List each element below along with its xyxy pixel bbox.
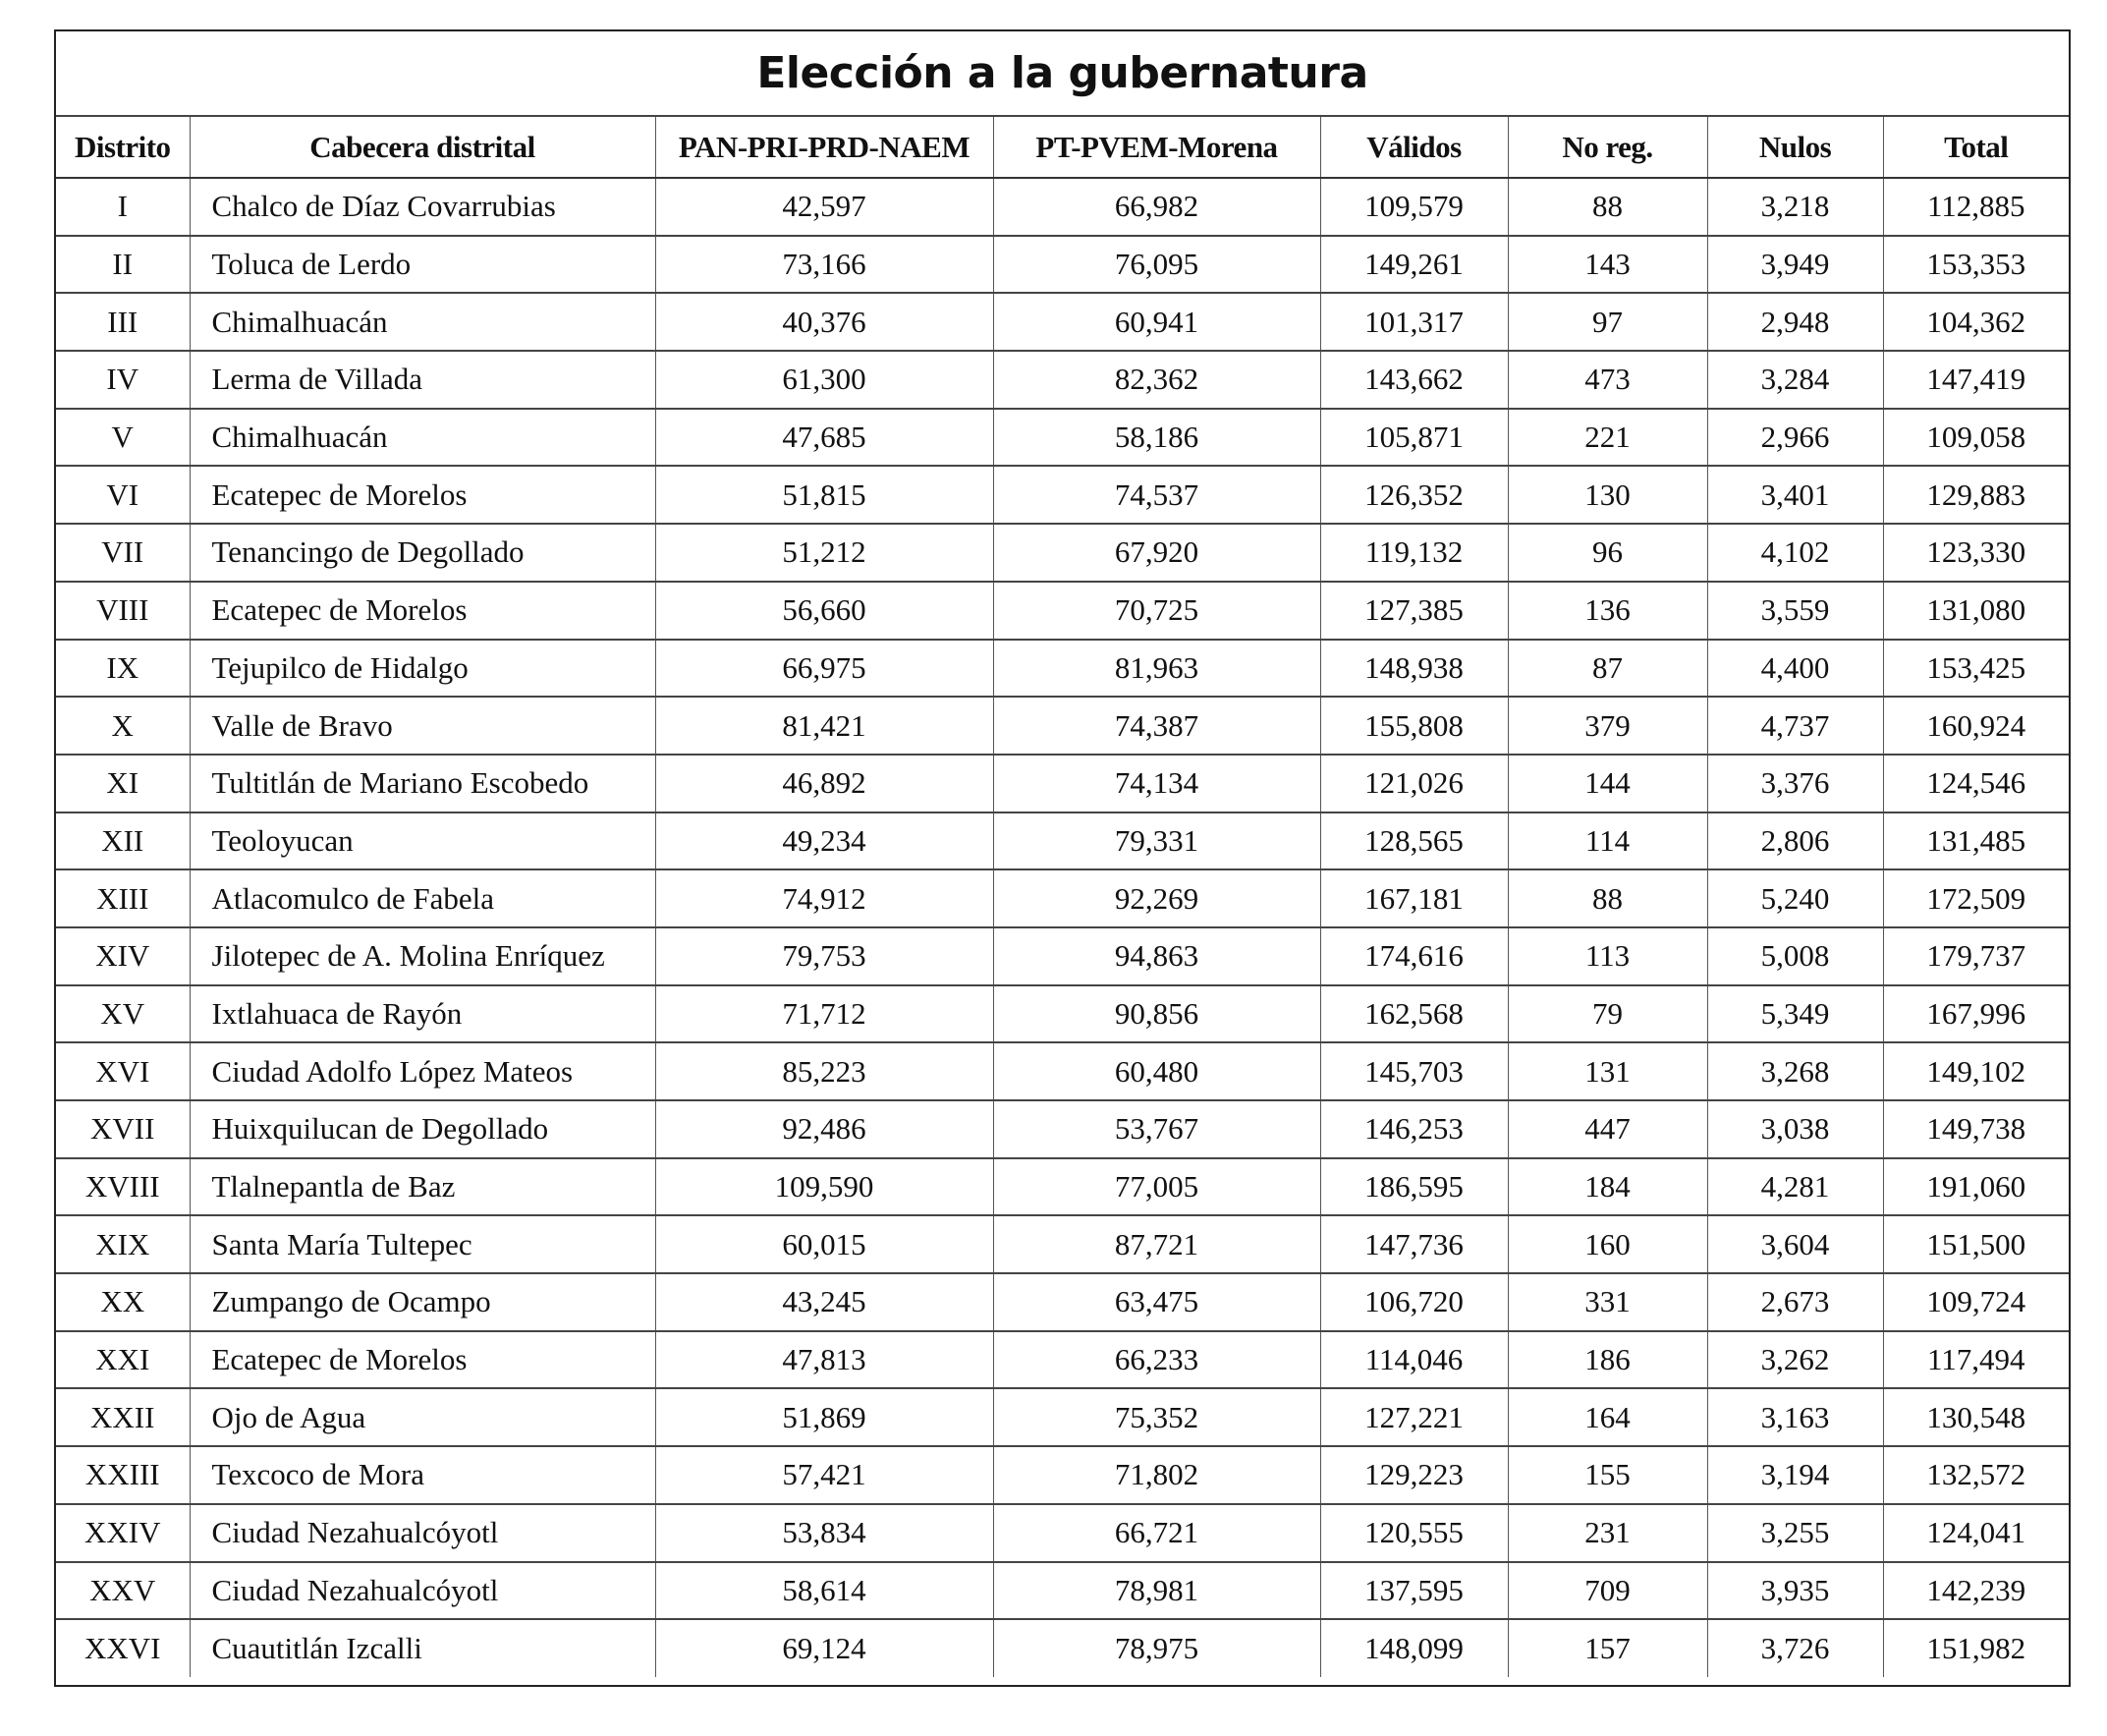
header-pt-pvem-morena: PT-PVEM-Morena (993, 117, 1320, 178)
validos-cell: 143,662 (1320, 351, 1508, 409)
nulos-cell: 5,240 (1707, 869, 1883, 927)
validos-cell: 137,595 (1320, 1562, 1508, 1620)
pt-pvem-morena-cell: 78,975 (993, 1619, 1320, 1677)
cabecera-cell: Huixquilucan de Degollado (190, 1100, 655, 1158)
cabecera-cell: Ecatepec de Morelos (190, 582, 655, 640)
pan-pri-prd-naem-cell: 73,166 (655, 236, 993, 294)
no-reg-cell: 143 (1508, 236, 1707, 294)
distrito-cell: II (56, 236, 190, 294)
no-reg-cell: 88 (1508, 869, 1707, 927)
validos-cell: 126,352 (1320, 466, 1508, 524)
total-cell: 130,548 (1883, 1388, 2069, 1446)
pan-pri-prd-naem-cell: 71,712 (655, 985, 993, 1043)
pt-pvem-morena-cell: 81,963 (993, 640, 1320, 698)
header-distrito: Distrito (56, 117, 190, 178)
total-cell: 132,572 (1883, 1446, 2069, 1504)
total-cell: 112,885 (1883, 178, 2069, 236)
validos-cell: 186,595 (1320, 1158, 1508, 1216)
total-cell: 151,982 (1926, 1631, 2026, 1666)
table-row (56, 1504, 2069, 1562)
table-row (56, 640, 2069, 698)
pt-pvem-morena-cell: 60,480 (993, 1042, 1320, 1100)
total-cell: 109,058 (1883, 409, 2069, 467)
pan-pri-prd-naem-cell: 47,813 (655, 1331, 993, 1389)
election-results-table (54, 29, 2071, 1687)
cabecera-cell: Atlacomulco de Fabela (190, 869, 655, 927)
validos-cell: 127,221 (1320, 1388, 1508, 1446)
pan-pri-prd-naem-cell: 85,223 (655, 1042, 993, 1100)
header-row (56, 117, 2069, 178)
table-row (56, 178, 2069, 236)
nulos-cell: 2,806 (1707, 812, 1883, 870)
table-row (56, 1331, 2069, 1389)
nulos-cell: 3,376 (1707, 755, 1883, 812)
distrito-cell: XIII (56, 869, 190, 927)
table-body (56, 178, 2069, 1677)
no-reg-cell: 331 (1508, 1273, 1707, 1331)
distrito-cell: VI (56, 466, 190, 524)
cabecera-cell: Chimalhuacán (190, 293, 655, 351)
no-reg-cell: 144 (1508, 755, 1707, 812)
table-row (56, 351, 2069, 409)
table-row (56, 812, 2069, 870)
cabecera-cell: Zumpango de Ocampo (190, 1273, 655, 1331)
table-row (56, 1273, 2069, 1331)
validos-cell: 106,720 (1320, 1273, 1508, 1331)
distrito-cell: XIX (56, 1215, 190, 1273)
cabecera-cell: Jilotepec de A. Molina Enríquez (190, 927, 655, 985)
cabecera-cell: Ojo de Agua (190, 1388, 655, 1446)
total-cell: 167,996 (1883, 985, 2069, 1043)
validos-cell: 101,317 (1320, 293, 1508, 351)
nulos-cell: 3,163 (1707, 1388, 1883, 1446)
pt-pvem-morena-cell: 75,352 (993, 1388, 1320, 1446)
nulos-cell: 2,673 (1707, 1273, 1883, 1331)
validos-cell: 129,223 (1320, 1446, 1508, 1504)
pt-pvem-morena-cell: 79,331 (993, 812, 1320, 870)
distrito-cell: XXIV (56, 1504, 190, 1562)
no-reg-cell: 88 (1508, 178, 1707, 236)
validos-cell: 148,938 (1320, 640, 1508, 698)
pan-pri-prd-naem-cell: 47,685 (655, 409, 993, 467)
validos-cell: 145,703 (1320, 1042, 1508, 1100)
pan-pri-prd-naem-cell: 40,376 (655, 293, 993, 351)
pan-pri-prd-naem-cell: 46,892 (655, 755, 993, 812)
distrito-cell: XVIII (56, 1158, 190, 1216)
distrito-cell: XXVI (56, 1619, 190, 1677)
cabecera-cell: Toluca de Lerdo (190, 236, 655, 294)
cabecera-cell: Ecatepec de Morelos (190, 1331, 655, 1389)
cabecera-cell: Ciudad Adolfo López Mateos (190, 1042, 655, 1100)
cabecera-cell: Cuautitlán Izcalli (190, 1619, 655, 1677)
pt-pvem-morena-cell: 90,856 (993, 985, 1320, 1043)
table-row (56, 1446, 2069, 1504)
cabecera-cell: Lerma de Villada (190, 351, 655, 409)
no-reg-cell: 379 (1508, 697, 1707, 755)
cabecera-cell: Ixtlahuaca de Rayón (190, 985, 655, 1043)
pt-pvem-morena-cell: 77,005 (993, 1158, 1320, 1216)
no-reg-cell: 96 (1508, 524, 1707, 582)
nulos-cell: 4,737 (1707, 697, 1883, 755)
table-row (56, 1215, 2069, 1273)
pt-pvem-morena-cell: 66,721 (993, 1504, 1320, 1562)
total-cell: 109,724 (1883, 1273, 2069, 1331)
distrito-cell: V (56, 409, 190, 467)
no-reg-cell: 136 (1508, 582, 1707, 640)
distrito-cell: IX (56, 640, 190, 698)
total-cell: 149,102 (1883, 1042, 2069, 1100)
pt-pvem-morena-cell: 71,802 (993, 1446, 1320, 1504)
distrito-cell: VIII (56, 582, 190, 640)
distrito-cell: XXI (56, 1331, 190, 1389)
table-row (56, 1388, 2069, 1446)
pan-pri-prd-naem-cell: 53,834 (655, 1504, 993, 1562)
no-reg-cell: 447 (1508, 1100, 1707, 1158)
total-cell: 160,924 (1883, 697, 2069, 755)
cabecera-cell: Ciudad Nezahualcóyotl (190, 1504, 655, 1562)
table-row (56, 409, 2069, 467)
cabecera-cell: Tenancingo de Degollado (190, 524, 655, 582)
total-cell: 131,485 (1883, 812, 2069, 870)
no-reg-cell: 87 (1508, 640, 1707, 698)
table-row (56, 1158, 2069, 1216)
no-reg-cell: 709 (1508, 1562, 1707, 1620)
nulos-cell: 2,948 (1707, 293, 1883, 351)
total-cell: 117,494 (1883, 1331, 2069, 1389)
nulos-cell: 3,255 (1707, 1504, 1883, 1562)
distrito-cell: III (56, 293, 190, 351)
validos-cell: 146,253 (1320, 1100, 1508, 1158)
validos-cell: 109,579 (1320, 178, 1508, 236)
no-reg-cell: 155 (1508, 1446, 1707, 1504)
table-row (56, 985, 2069, 1043)
validos-cell: 121,026 (1320, 755, 1508, 812)
no-reg-cell: 221 (1508, 409, 1707, 467)
total-cell: 124,041 (1883, 1504, 2069, 1562)
total-cell: 149,738 (1883, 1100, 2069, 1158)
total-cell: 124,546 (1883, 755, 2069, 812)
no-reg-cell: 113 (1508, 927, 1707, 985)
total-cell: 153,425 (1883, 640, 2069, 698)
pt-pvem-morena-cell: 66,233 (993, 1331, 1320, 1389)
pt-pvem-morena-cell: 74,387 (993, 697, 1320, 755)
pt-pvem-morena-cell: 74,537 (993, 466, 1320, 524)
nulos-cell: 4,400 (1707, 640, 1883, 698)
table-row (56, 236, 2069, 294)
nulos-cell: 4,102 (1707, 524, 1883, 582)
no-reg-cell: 157 (1508, 1619, 1707, 1677)
header-total: Total (1883, 117, 2069, 178)
no-reg-cell: 186 (1508, 1331, 1707, 1389)
pan-pri-prd-naem-cell: 51,815 (655, 466, 993, 524)
pan-pri-prd-naem-cell: 58,614 (655, 1562, 993, 1620)
pt-pvem-morena-cell: 92,269 (993, 869, 1320, 927)
no-reg-cell: 164 (1508, 1388, 1707, 1446)
validos-cell: 128,565 (1320, 812, 1508, 870)
pan-pri-prd-naem-cell: 81,421 (655, 697, 993, 755)
distrito-cell: XXII (56, 1388, 190, 1446)
no-reg-cell: 130 (1508, 466, 1707, 524)
cabecera-cell: Ciudad Nezahualcóyotl (190, 1562, 655, 1620)
validos-cell: 105,871 (1320, 409, 1508, 467)
pt-pvem-morena-cell: 76,095 (993, 236, 1320, 294)
cabecera-cell: Texcoco de Mora (190, 1446, 655, 1504)
nulos-cell: 4,281 (1707, 1158, 1883, 1216)
table-row (56, 697, 2069, 755)
pt-pvem-morena-cell: 60,941 (993, 293, 1320, 351)
distrito-cell: XII (56, 812, 190, 870)
validos-cell: 119,132 (1320, 524, 1508, 582)
table-row (56, 1562, 2069, 1620)
nulos-cell: 3,935 (1707, 1562, 1883, 1620)
nulos-cell: 3,194 (1707, 1446, 1883, 1504)
validos-cell: 127,385 (1320, 582, 1508, 640)
pt-pvem-morena-cell: 53,767 (993, 1100, 1320, 1158)
nulos-cell: 3,218 (1707, 178, 1883, 236)
table-row (56, 755, 2069, 812)
total-cell: 129,883 (1883, 466, 2069, 524)
pan-pri-prd-naem-cell: 66,975 (655, 640, 993, 698)
results-grid (56, 117, 2069, 1677)
total-cell: 131,080 (1883, 582, 2069, 640)
header-nulos: Nulos (1707, 117, 1883, 178)
total-cell: 104,362 (1883, 293, 2069, 351)
cabecera-cell: Valle de Bravo (190, 697, 655, 755)
pan-pri-prd-naem-cell: 57,421 (655, 1446, 993, 1504)
validos-cell: 114,046 (1320, 1331, 1508, 1389)
pan-pri-prd-naem-cell: 56,660 (655, 582, 993, 640)
total-cell: 153,353 (1883, 236, 2069, 294)
pt-pvem-morena-cell: 58,186 (993, 409, 1320, 467)
total-cell: 179,737 (1883, 927, 2069, 985)
total-cell: 142,239 (1883, 1562, 2069, 1620)
distrito-cell: VII (56, 524, 190, 582)
total-cell: 123,330 (1883, 524, 2069, 582)
pt-pvem-morena-cell: 82,362 (993, 351, 1320, 409)
pan-pri-prd-naem-cell: 42,597 (655, 178, 993, 236)
pan-pri-prd-naem-cell: 79,753 (655, 927, 993, 985)
distrito-cell: XVI (56, 1042, 190, 1100)
table-row (56, 1100, 2069, 1158)
validos-cell: 120,555 (1320, 1504, 1508, 1562)
table-row (56, 524, 2069, 582)
no-reg-cell: 231 (1508, 1504, 1707, 1562)
nulos-cell: 5,349 (1707, 985, 1883, 1043)
cabecera-cell: Tultitlán de Mariano Escobedo (190, 755, 655, 812)
distrito-cell: XXIII (56, 1446, 190, 1504)
no-reg-cell: 473 (1508, 351, 1707, 409)
no-reg-cell: 97 (1508, 293, 1707, 351)
table-row (56, 927, 2069, 985)
table-row (56, 582, 2069, 640)
total-cell: 191,060 (1883, 1158, 2069, 1216)
pt-pvem-morena-cell: 94,863 (993, 927, 1320, 985)
header-no-reg: No reg. (1508, 117, 1707, 178)
total-cell: 151,500 (1883, 1215, 2069, 1273)
no-reg-cell: 131 (1508, 1042, 1707, 1100)
distrito-cell: X (56, 697, 190, 755)
pan-pri-prd-naem-cell: 61,300 (655, 351, 993, 409)
pan-pri-prd-naem-cell: 60,015 (655, 1215, 993, 1273)
pan-pri-prd-naem-cell: 51,212 (655, 524, 993, 582)
no-reg-cell: 79 (1508, 985, 1707, 1043)
distrito-cell: IV (56, 351, 190, 409)
nulos-cell: 3,284 (1707, 351, 1883, 409)
distrito-cell: XX (56, 1273, 190, 1331)
header-validos: Válidos (1320, 117, 1508, 178)
distrito-cell: XI (56, 755, 190, 812)
pt-pvem-morena-cell: 74,134 (993, 755, 1320, 812)
pt-pvem-morena-cell: 66,982 (993, 178, 1320, 236)
pt-pvem-morena-cell: 70,725 (993, 582, 1320, 640)
nulos-cell: 3,559 (1707, 582, 1883, 640)
validos-cell: 147,736 (1320, 1215, 1508, 1273)
table-row (56, 869, 2069, 927)
validos-cell: 148,099 (1320, 1619, 1508, 1677)
pan-pri-prd-naem-cell: 43,245 (655, 1273, 993, 1331)
nulos-cell: 3,604 (1707, 1215, 1883, 1273)
nulos-cell: 3,262 (1707, 1331, 1883, 1389)
cabecera-cell: Tlalnepantla de Baz (190, 1158, 655, 1216)
nulos-cell: 3,949 (1707, 236, 1883, 294)
no-reg-cell: 160 (1508, 1215, 1707, 1273)
pan-pri-prd-naem-cell: 49,234 (655, 812, 993, 870)
nulos-cell: 3,038 (1707, 1100, 1883, 1158)
cabecera-cell: Ecatepec de Morelos (190, 466, 655, 524)
validos-cell: 167,181 (1320, 869, 1508, 927)
distrito-cell: XXV (56, 1562, 190, 1620)
pt-pvem-morena-cell: 67,920 (993, 524, 1320, 582)
cabecera-cell: Tejupilco de Hidalgo (190, 640, 655, 698)
cabecera-cell: Chalco de Díaz Covarrubias (190, 178, 655, 236)
nulos-cell: 3,401 (1707, 466, 1883, 524)
header-pan-pri-prd-naem: PAN-PRI-PRD-NAEM (655, 117, 993, 178)
distrito-cell: XIV (56, 927, 190, 985)
no-reg-cell: 184 (1508, 1158, 1707, 1216)
pt-pvem-morena-cell: 78,981 (993, 1562, 1320, 1620)
distrito-cell: XV (56, 985, 190, 1043)
nulos-cell: 5,008 (1707, 927, 1883, 985)
pan-pri-prd-naem-cell: 109,590 (655, 1158, 993, 1216)
validos-cell: 155,808 (1320, 697, 1508, 755)
table-row (56, 466, 2069, 524)
nulos-cell: 2,966 (1707, 409, 1883, 467)
cabecera-cell: Chimalhuacán (190, 409, 655, 467)
table-title: Elección a la gubernatura (56, 31, 2069, 117)
distrito-cell: XVII (56, 1100, 190, 1158)
table-row (56, 1042, 2069, 1100)
pt-pvem-morena-cell: 63,475 (993, 1273, 1320, 1331)
validos-cell: 162,568 (1320, 985, 1508, 1043)
total-cell: 147,419 (1883, 351, 2069, 409)
table-row (56, 293, 2069, 351)
no-reg-cell: 114 (1508, 812, 1707, 870)
pan-pri-prd-naem-cell: 69,124 (655, 1619, 993, 1677)
total-cell: 172,509 (1883, 869, 2069, 927)
cabecera-cell: Teoloyucan (190, 812, 655, 870)
nulos-cell: 3,726 (1707, 1619, 1883, 1677)
header-cabecera: Cabecera distrital (190, 117, 655, 178)
validos-cell: 149,261 (1320, 236, 1508, 294)
pan-pri-prd-naem-cell: 74,912 (655, 869, 993, 927)
pan-pri-prd-naem-cell: 51,869 (655, 1388, 993, 1446)
distrito-cell: I (56, 178, 190, 236)
table-row (56, 1619, 2069, 1677)
nulos-cell: 3,268 (1707, 1042, 1883, 1100)
validos-cell: 174,616 (1320, 927, 1508, 985)
cabecera-cell: Santa María Tultepec (190, 1215, 655, 1273)
pan-pri-prd-naem-cell: 92,486 (655, 1100, 993, 1158)
pt-pvem-morena-cell: 87,721 (993, 1215, 1320, 1273)
